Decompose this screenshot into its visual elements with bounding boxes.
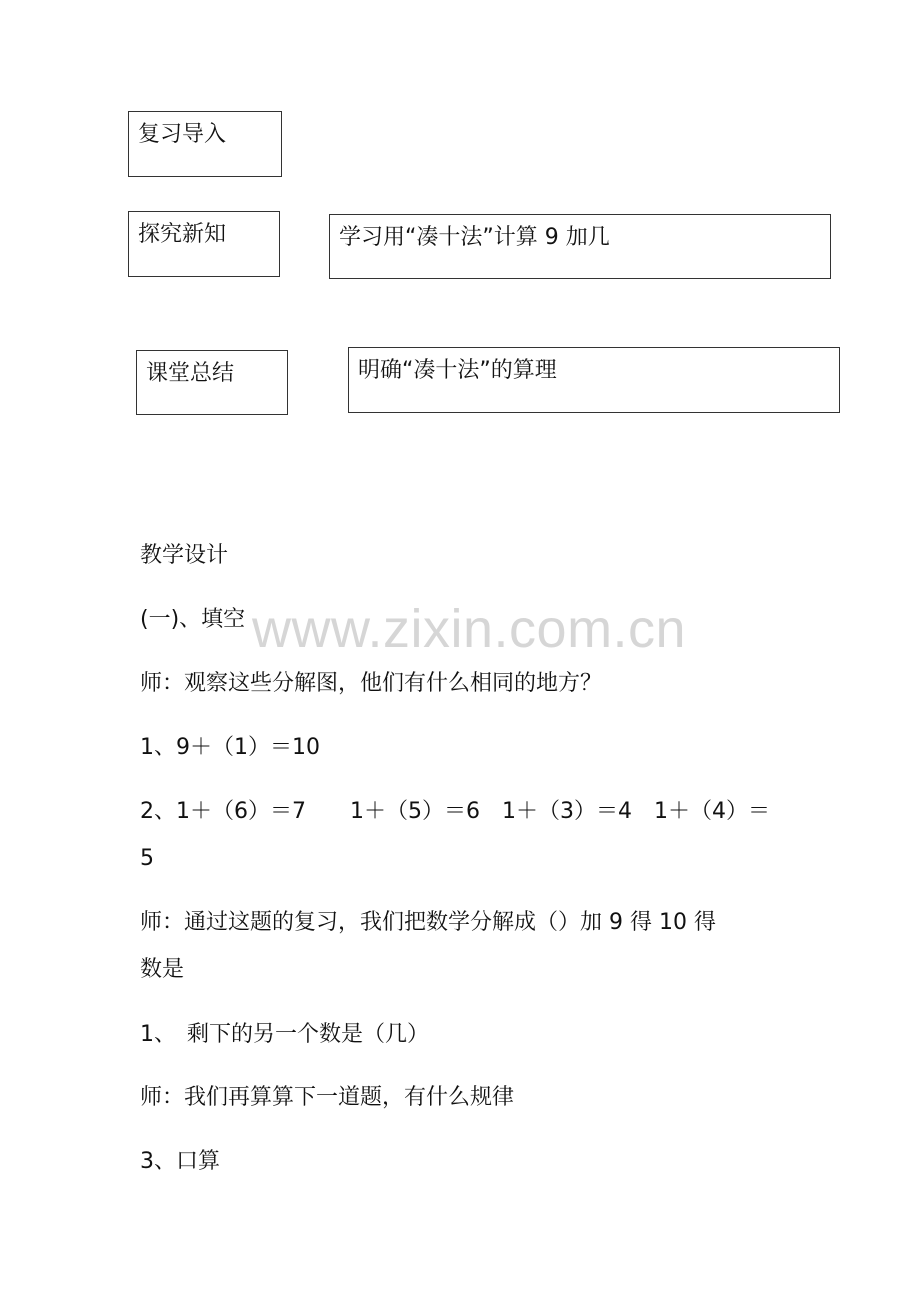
- watermark-text: www.zixin.com.cn: [252, 599, 687, 659]
- explore-description-text: 学习用“凑十法”计算 9 加几: [339, 225, 610, 250]
- exercise-item-2-line2: 5: [140, 846, 154, 871]
- review-step-box: [128, 111, 282, 177]
- summary-description-text: 明确“凑十法”的算理: [358, 358, 557, 383]
- teacher-question-2-line2: 数是: [140, 957, 185, 982]
- teacher-question-2-line1: 师：通过这题的复习，我们把数学分解成（）加 9 得 10 得: [140, 910, 716, 935]
- explore-step-box: [128, 211, 280, 277]
- part1-heading: (一)、填空: [140, 607, 246, 632]
- remaining-number-item: 1、 剩下的另一个数是（几）: [140, 1022, 429, 1047]
- exercise-item-3: 3、口算: [140, 1149, 220, 1174]
- section-title: 教学设计: [140, 543, 229, 568]
- summary-description-box: [348, 347, 840, 413]
- teacher-question-3: 师：我们再算算下一道题，有什么规律: [140, 1085, 515, 1110]
- summary-step-label: 课堂总结: [146, 361, 235, 386]
- exercise-item-1: 1、9＋（1）＝10: [140, 735, 320, 760]
- explore-description-box: [329, 214, 831, 279]
- summary-step-box: [136, 350, 288, 415]
- review-step-label: 复习导入: [138, 122, 227, 147]
- exercise-item-2-line1: 2、1＋（6）＝7 1＋（5）＝6 1＋（3）＝4 1＋（4）＝: [140, 799, 770, 824]
- explore-step-label: 探究新知: [138, 222, 227, 247]
- teacher-question-1: 师：观察这些分解图，他们有什么相同的地方？: [140, 671, 603, 696]
